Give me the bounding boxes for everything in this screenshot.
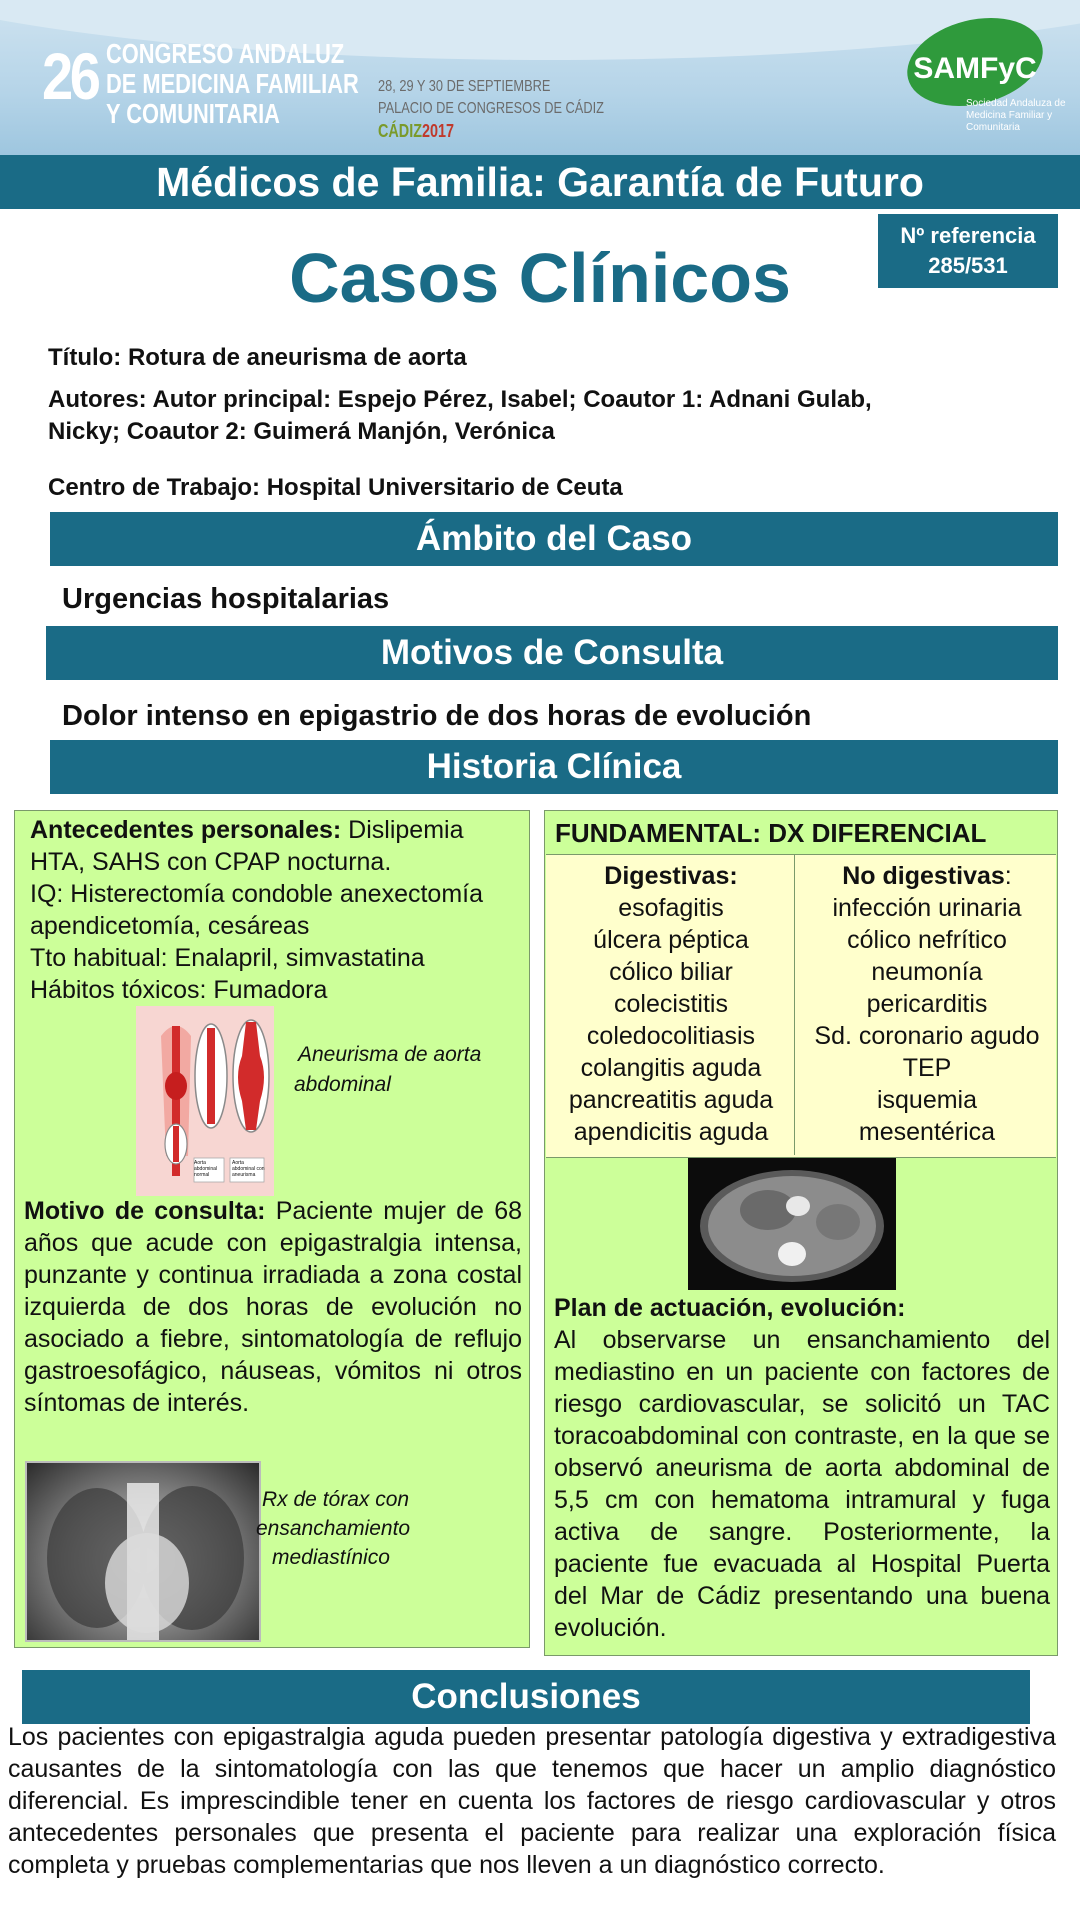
reference-box [878,214,1058,288]
reference-value: 285/531 [928,253,1008,278]
ambito-header: Ámbito del Caso [50,512,1058,566]
no-digestivas-label: No digestivas [842,862,1005,890]
dx-header: FUNDAMENTAL: DX DIFERENCIAL [555,818,987,848]
list-item: TEP [902,1054,952,1082]
list-item: úlcera péptica [593,926,749,954]
congress-line-3: Y COMUNITARIA [106,98,280,129]
aneurysm-caption-2: abdominal [294,1073,391,1096]
chest-xray-image [25,1461,261,1642]
ct-scan-image [688,1158,896,1290]
ambito-text: Urgencias hospitalarias [62,583,390,615]
city-name: CÁDIZ [378,121,422,141]
list-item: Sd. coronario agudo [814,1022,1040,1050]
samfyc-logo-text: SAMFyC [913,52,1037,85]
work-center: Centro de Trabajo: Hospital Universitario de Ceuta [48,474,623,501]
list-item: isquemia [876,1086,978,1114]
congress-city [378,121,454,142]
xray-caption-1: Rx de tórax con [262,1488,410,1511]
list-item: mesentérica [858,1118,996,1146]
list-item: esofagitis [618,894,724,922]
antecedentes-label: Antecedentes personales: [30,816,342,844]
list-item: neumonía [871,958,983,986]
congress-line-2: DE MEDICINA FAMILIAR [106,68,359,99]
list-item: infección urinaria [832,894,1022,922]
antecedentes-line-3: IQ: Histerectomía condoble anexectomía [30,880,484,908]
authors-line-1: Autores: Autor principal: Espejo Pérez, Isabel; Coautor 1: Adnani Gulab, [48,386,872,413]
list-item: pancreatitis aguda [568,1086,774,1114]
xray-caption-3: mediastínico [272,1546,390,1569]
list-item: pericarditis [866,990,988,1018]
historia-header: Historia Clínica [50,740,1058,794]
page-title: Casos Clínicos [289,239,791,317]
no-digestivas-colon: : [1004,862,1012,890]
authors-line-2: Nicky; Coautor 2: Guimerá Manjón, Verónica [48,418,555,445]
conclusiones-header: Conclusiones [22,1670,1030,1724]
subtitle-bar: Médicos de Familia: Garantía de Futuro [0,155,1080,209]
list-item: coledocolitiasis [586,1022,756,1050]
aneurysm-label-normal: Aorta abdominal normal [194,1160,218,1178]
no-digestivas-heading [803,860,1051,892]
digestivas-label: Digestivas: [604,862,738,890]
motivos-header: Motivos de Consulta [46,626,1058,680]
congress-number: 26 [42,39,98,113]
motivos-text: Dolor intenso en epigastrio de dos horas de evolución [62,700,812,732]
congress-line-1: CONGRESO ANDALUZ [106,38,345,69]
antecedentes-line-4: apendicetomía, cesáreas [30,912,310,940]
list-item: cólico nefrítico [847,926,1007,954]
aneurysm-label-aneurysm: Aorta abdominal con aneurisma [232,1160,265,1178]
congress-venue: PALACIO DE CONGRESOS DE CÁDIZ [378,100,604,117]
antecedentes-line-6: Hábitos tóxicos: Fumadora [30,976,328,1004]
list-item: apendicitis aguda [573,1118,769,1146]
samfyc-logo-subtext: Sociedad Andaluza de Medicina Familiar y Comunitaria [966,98,1066,133]
dx-divider [794,855,795,1155]
xray-caption-2: ensanchamiento [256,1517,411,1540]
reference-label: Nº referencia [900,223,1036,248]
aneurysm-caption-1: Aneurisma de aorta [298,1043,482,1066]
antecedentes-value: Dislipemia [341,816,464,844]
plan-text: Al observarse un ensanchamiento del mediastino en un paciente con factores de riesgo cardiovascular, se solicitó un TAC toracoabdominal con contraste, en la que se observó aneurisma de aorta abdominal de 5,5 cm con hematoma intramural y fuga activa de sangre. Posteriormente, la paciente fue evacuada al Hospital Puerta del Mar de Cádiz presentando una buena evolución. [554,1326,1050,1642]
plan-label: Plan de actuación, evolución: [554,1294,906,1322]
antecedentes-line-2: HTA, SAHS con CPAP nocturna. [30,848,392,876]
motivo-consulta-paragraph [24,1195,522,1419]
congress-dates: 28, 29 Y 30 DE SEPTIEMBRE [378,78,551,95]
motivo-text: Paciente mujer de 68 años que acude con epigastralgia intensa, punzante y continua irradiada a zona costal izquierda de dos horas de evolución no asociado a fiebre, sintomatología de reflujo gastroesofágico, náuseas, vómitos ni otros síntomas de interés. [24,1197,522,1417]
conclusions-text: Los pacientes con epigastralgia aguda pueden presentar patología digestiva y extradigestiva causantes de la sintomatología con las que tenemos que hacer un amplio diagnóstico diferencial. Es imprescindible tener en cuenta los factores de riesgo cardiovascular y otros antecedentes personales que presenta el paciente para realizar una exploración física completa y pruebas complementarias que nos lleven a un diagnóstico correcto. [8,1723,1056,1879]
digestivas-column [548,860,794,1148]
case-title: Título: Rotura de aneurisma de aorta [48,344,467,371]
list-item: colecistitis [614,990,728,1018]
motivo-label: Motivo de consulta: [24,1197,266,1225]
list-item: colangitis aguda [580,1054,762,1082]
city-year: 2017 [422,121,455,141]
antecedentes-line-1 [30,814,463,846]
antecedentes-line-5: Tto habitual: Enalapril, simvastatina [30,944,425,972]
no-digestivas-column [803,860,1051,1148]
list-item: cólico biliar [609,958,733,986]
